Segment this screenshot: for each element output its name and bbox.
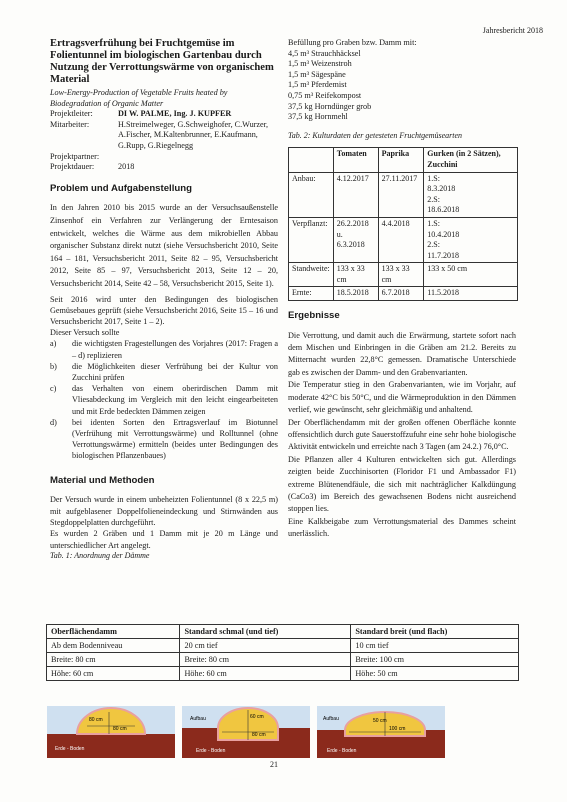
meta-row	[50, 109, 278, 120]
list-marker: c)	[50, 384, 57, 394]
list-item	[50, 361, 278, 383]
meta-value: 2018	[118, 162, 135, 172]
section-heading-problem: Problem und Aufgabenstellung	[50, 182, 192, 194]
list-marker: a)	[50, 339, 57, 349]
section-heading-material: Material und Methoden	[50, 474, 155, 486]
section-heading-results: Ergebnisse	[288, 310, 340, 322]
table-cell: 18.5.2018	[333, 287, 378, 301]
dimension-label: 100 cm	[389, 726, 406, 732]
right-column	[288, 38, 516, 541]
narrow-trench-diagram	[182, 706, 310, 758]
list-text: die wichtigsten Fragestellungen des Vorjahres (2017: Fragen a – d) replizieren	[72, 339, 278, 360]
table-header-row	[47, 625, 519, 639]
table-cell: Breite: 80 cm	[180, 653, 351, 667]
table-cell: Breite: 80 cm	[47, 653, 180, 667]
table-cell: 26.2.2018 u. 6.3.2018	[333, 217, 378, 262]
fill-item: 0,75 m³ Reifekompost	[288, 90, 362, 100]
dimension-label: 60 cm	[250, 714, 264, 720]
list-marker: d)	[50, 417, 57, 427]
table-row	[289, 217, 518, 262]
meta-key: Projektdauer:	[50, 162, 95, 172]
mound-arrangement-table	[46, 624, 519, 681]
culture-data-table	[288, 147, 518, 301]
table-cell: 4.4.2018	[378, 217, 424, 262]
fill-item: 1,5 m³ Sägespäne	[288, 69, 346, 79]
list-item	[50, 417, 278, 462]
table-cell: 1.S: 10.4.2018 2.S: 11.7.2018	[424, 217, 518, 262]
list-item	[50, 338, 278, 360]
table-cell: 1.S: 8.3.2018 2.S: 18.6.2018	[424, 172, 518, 217]
table-caption: Tab. 1: Anordnung der Dämme	[50, 551, 150, 561]
table-caption: Tab. 2: Kulturdaten der getesteten Fruchtgemüsearten	[288, 130, 463, 140]
table-cell: Ernte:	[289, 287, 334, 301]
table-cell: Höhe: 60 cm	[47, 667, 180, 681]
paragraph: Die Verrottung, und damit auch die Erwärmung, startete sofort nach dem Mischen und Einbringen in die Gräben am 21.2. Bereits zu Mitternacht wurden 22,8°C gemessen. Dramatische Unterschiede gab es zwischen der Damm- und den Grabenvarianten.	[288, 330, 516, 377]
table-cell: Höhe: 50 cm	[351, 667, 519, 681]
list-text: das Verhalten von einem oberirdischen Damm mit Vliesabdeckung im Vergleich mit den leicht eingearbeiteten und mit Erde bedeckten Dämmen zeigen	[72, 384, 278, 416]
paragraph: Es wurden 2 Gräben und 1 Damm mit je 20 m Länge und unterschiedlicher Art angelegt.	[50, 529, 278, 550]
list-text: bei identen Sorten den Ertragsverlauf im Biotunnel (Verfrühung mit Verrottungswärme) und Rolltunnel (ohne Verrottungswärme) ermitteln (beides unter Bedingungen des biologischen Pflanzenbaues)	[72, 417, 278, 461]
project-meta	[50, 109, 278, 173]
dimension-label: 80 cm	[89, 717, 103, 723]
soil-label: Erde - Boden	[327, 748, 357, 754]
table-cell: 133 x 33 cm	[333, 263, 378, 287]
left-column	[50, 38, 278, 562]
paragraph: Die Temperatur stieg in den Grabenvarianten, wie im Vorjahr, auf moderate 42°C bis 50°C, und die Wärmeproduktion in den Dämmen verlief, wie gewünscht, sehr gleichmäßig und anhaltend.	[288, 380, 516, 415]
table-cell: 133 x 50 cm	[424, 263, 518, 287]
table-row	[47, 639, 519, 653]
table-row	[47, 653, 519, 667]
paragraph: Dieser Versuch sollte	[50, 328, 120, 338]
meta-key: Projektpartner:	[50, 151, 100, 161]
table-header-cell: Gurken (in 2 Sätzen), Zucchini	[424, 148, 518, 172]
dimension-label: 80 cm	[252, 732, 266, 738]
table-cell: 133 x 33 cm	[378, 263, 424, 287]
top-label: Aufbau	[323, 716, 339, 722]
table-cell: 27.11.2017	[378, 172, 424, 217]
table-header-cell: Standard breit (und flach)	[351, 625, 519, 639]
meta-row	[50, 120, 278, 152]
fill-item: 1,5 m³ Weizenstroh	[288, 59, 352, 69]
meta-key: Mitarbeiter:	[50, 119, 90, 129]
fill-item: 1,5 m³ Pferdemist	[288, 80, 347, 90]
table-header-cell	[289, 148, 334, 172]
article-title: Ertragsverfrühung bei Fruchtgemüse im Folientunnel im biologischen Gartenbau durch Nutzung der Verrottungswärme von organischem Material	[50, 38, 274, 85]
soil-label: Erde - Boden	[55, 746, 85, 752]
meta-value: DI W. PALME, Ing. J. KUPFER	[118, 109, 232, 119]
paragraph: In den Jahren 2010 bis 2015 wurde an der Versuchsaußenstelle Zinsenhof ein Verfahren zur Verlängerung der Erntesaison entwickelt, welches die Wärme aus dem mikrobiellen Abbau organischer Substanz direkt nutzt (siehe Versuchsbericht 2010, Seite 164 – 181, Versuchsbericht 2011, Seite 82 – 95, Versuchsbericht 2012, Seite 85 – 97, Versuchsbericht 2013, Seite 12 – 20, Versuchsbericht 2014, Seite 42 – 58, Versuchsbericht 2015, Seite 1).	[50, 203, 278, 288]
table-cell: 6.7.2018	[378, 287, 424, 301]
paragraph: Eine Kalkbeigabe zum Verrottungsmaterial des Dammes scheint unerlässlich.	[288, 516, 516, 539]
table-cell: 11.5.2018	[424, 287, 518, 301]
table-header-cell: Oberflächendamm	[47, 625, 180, 639]
table-cell: 10 cm tief	[351, 639, 519, 653]
top-label: Aufbau	[190, 716, 206, 722]
paragraph: Die Pflanzen aller 4 Kulturen entwickelten sich gut. Allerdings zeigten beide Zucchinisorten (Floridor F1 und Ambassador F1) extreme Blütenendfäule, die sich mit nachträglicher Kalkdüngung (CaCo3) im Bereich des gewachsenen Bodens nicht ausreichend stoppen lies.	[288, 454, 516, 514]
paragraph: Der Versuch wurde in einem unbeheizten Folientunnel (8 x 22,5 m) mit aufgeblasener Doppelfolieneindeckung und Stirnwänden aus Stegdoppelplatten durchgeführt.	[50, 495, 278, 527]
table-header-cell: Paprika	[378, 148, 424, 172]
fill-title: Befüllung pro Graben bzw. Damm mit:	[288, 38, 417, 47]
wide-trench-diagram	[317, 706, 445, 758]
report-header: Jahresbericht 2018	[482, 26, 543, 35]
table-header-cell: Tomaten	[333, 148, 378, 172]
soil-label: Erde - Boden	[196, 748, 226, 754]
meta-value: H.Streimelweger, G.Schweighofer, C.Wurzer, A.Fischer, M.Kaltenbrunner, E.Kaufmann, G.Rupp, G.Riegelnegg	[118, 119, 269, 150]
meta-key: Projektleiter:	[50, 109, 93, 119]
list-marker: b)	[50, 361, 57, 371]
list-item	[50, 383, 278, 417]
fill-list	[288, 49, 516, 123]
fill-item: 37,5 kg Horndünger grob	[288, 101, 372, 111]
page-number: 21	[270, 760, 278, 769]
table-row	[289, 263, 518, 287]
article-subtitle: Low-Energy-Production of Vegetable Fruits heated by Biodegradation of Organic Matter	[50, 88, 228, 108]
table-header-row	[289, 148, 518, 172]
table-cell: Verpflanzt:	[289, 217, 334, 262]
meta-row	[50, 162, 278, 173]
meta-value	[118, 152, 278, 163]
table-header-cell: Standard schmal (und tief)	[180, 625, 351, 639]
table-row	[289, 287, 518, 301]
table-cell: Ab dem Bodenniveau	[47, 639, 180, 653]
table-cell: 20 cm tief	[180, 639, 351, 653]
table-row	[289, 172, 518, 217]
fill-item: 37,5 kg Hornmehl	[288, 112, 348, 122]
surface-mound-diagram	[47, 706, 175, 758]
table-cell: Anbau:	[289, 172, 334, 217]
table-cell: Breite: 100 cm	[351, 653, 519, 667]
goal-list	[50, 338, 278, 461]
dimension-label: 80 cm	[113, 726, 127, 732]
paragraph: Seit 2016 wird unter den Bedingungen des biologischen Gemüsebaues geprüft (siehe Versuchsbericht 2016, Seite 15 – 16 und Versuchsbericht 2017, Seite 1 – 2).	[50, 294, 278, 326]
table-cell: Höhe: 60 cm	[180, 667, 351, 681]
list-text: die Möglichkeiten dieser Verfrühung bei der Kultur von Zucchini prüfen	[72, 361, 278, 382]
table-cell: Standweite:	[289, 263, 334, 287]
meta-row	[50, 152, 278, 163]
paragraph: Der Oberflächendamm mit der großen offenen Oberfläche konnte offensichtlich durch gute Sauerstoffzufuhr eine sehr hohe biologische Aktivität entwickeln und erreichte nach 3 Tagen (am 24.2.) 76,0°C.	[288, 417, 516, 452]
table-row	[47, 667, 519, 681]
fill-item: 4,5 m³ Strauchhäcksel	[288, 48, 361, 58]
dimension-label: 50 cm	[373, 718, 387, 724]
table-cell: 4.12.2017	[333, 172, 378, 217]
